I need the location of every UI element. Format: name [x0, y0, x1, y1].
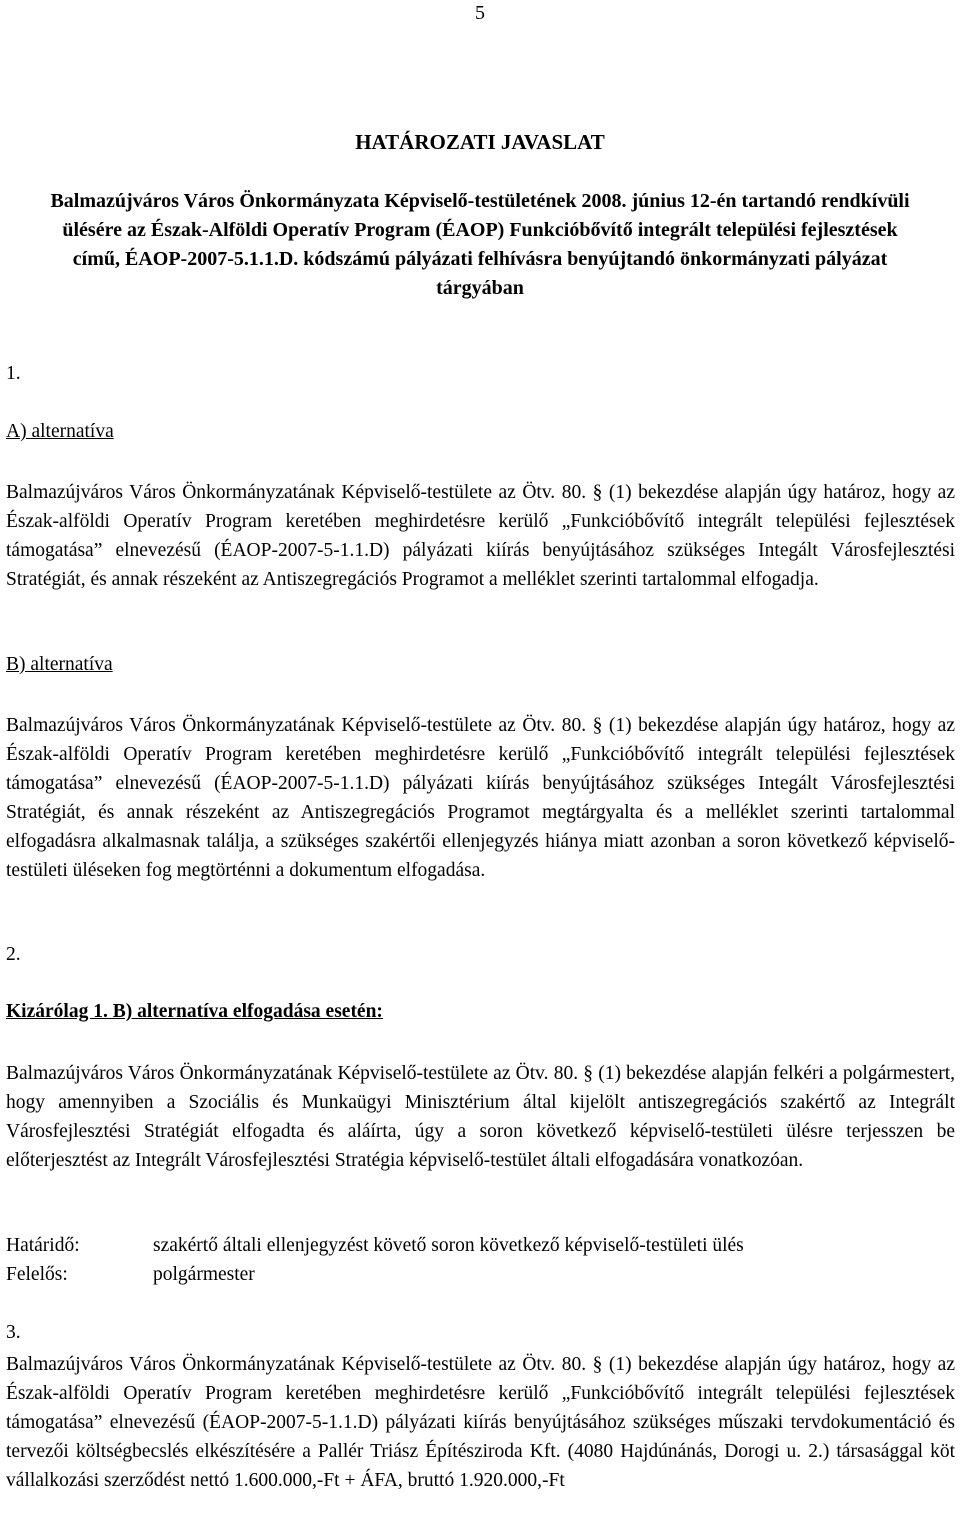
deadline-label: Határidő: — [6, 1235, 80, 1256]
section-1-number: 1. — [6, 363, 21, 384]
section-3-text: Balmazújváros Város Önkormányzatának Képviselő-testülete az Ötv. 80. § (1) bekezdése alapján úgy határoz, hogy az Észak-alföldi Operatív Program keretében meghirdetésre kerülő „Funkcióbővítő integrált települési fejlesztések támogatása” elnevezésű (ÉAOP-2007-5-1.1.D) pályázati kiírás benyújtásához szükséges műszaki tervdokumentáció és tervezői költségbecslés elkészítésére a Pallér Triász Építésziroda Kft. (4080 Hajdúnánás, Dorogi u. 2.) társasággal köt vállalkozási szerződést nettó 1.600.000,-Ft + ÁFA, bruttó 1.920.000,-Ft — [6, 1354, 955, 1491]
alt-a-heading: A) alternatíva — [6, 421, 114, 442]
page-number: 5 — [475, 2, 485, 24]
deadline-value: szakértő általi ellenjegyzést követő soron következő képviselő-testületi ülés — [153, 1235, 744, 1256]
document-title: HATÁROZATI JAVASLAT — [355, 130, 605, 154]
section-2-number: 2. — [6, 944, 21, 965]
alt-a-text: Balmazújváros Város Önkormányzatának Képviselő-testülete az Ötv. 80. § (1) bekezdése alapján úgy határoz, hogy az Észak-alföldi Operatív Program keretében meghirdetésre kerülő „Funkcióbővítő integrált települési fejlesztések támogatása” elnevezésű (ÉAOP-2007-5-1.1.D) pályázati kiírás benyújtásához szükséges Integált Városfejlesztési Stratégiát, és annak részeként az Antiszegregációs Programot a melléklet szerinti tartalommal elfogadja. — [6, 482, 955, 590]
responsible-value: polgármester — [153, 1264, 255, 1285]
section-3-number: 3. — [6, 1322, 21, 1343]
alt-b-text: Balmazújváros Város Önkormányzatának Képviselő-testülete az Ötv. 80. § (1) bekezdése alapján úgy határoz, hogy az Észak-alföldi Operatív Program keretében meghirdetésre kerülő „Funkcióbővítő integrált települési fejlesztések támogatása” elnevezésű (ÉAOP-2007-5-1.1.D) pályázati kiírás benyújtásához szükséges Integált Városfejlesztési Stratégiát, és annak részeként az Antiszegregációs Programot megtárgyalta és a melléklet szerinti tartalommal elfogadásra alkalmasnak találja, a szükséges szakértői ellenjegyzés hiánya miatt azonban a soron következő képviselő-testületi üléseken fog megtörténni a dokumentum elfogadása. — [6, 715, 955, 881]
alt-b-heading: B) alternatíva — [6, 654, 113, 675]
responsible-label: Felelős: — [6, 1264, 68, 1285]
document-subtitle: Balmazújváros Város Önkormányzata Képviselő-testületének 2008. június 12-én tartandó rendkívüli ülésére az Észak-Alföldi Operatív Program (ÉAOP) Funkcióbővítő integrált települési fejlesztések című, ÉAOP-2007-5.1.1.D. kódszámú pályázati felhívásra benyújtandó önkormányzati pályázat tárgyában — [50, 190, 910, 299]
section-2-heading: Kizárólag 1. B) alternatíva elfogadása esetén: — [6, 1001, 383, 1022]
section-2-text: Balmazújváros Város Önkormányzatának Képviselő-testülete az Ötv. 80. § (1) bekezdése alapján felkéri a polgármestert, hogy amennyiben a Szociális és Munkaügyi Minisztérium által kijelölt antiszegregációs szakértő az Integrált Városfejlesztési Stratégiát elfogadta és aláírta, úgy a soron következő képviselő-testületi ülésre terjesszen be előterjesztést az Integrált Városfejlesztési Stratégia képviselő-testület általi elfogadására vonatkozóan. — [6, 1063, 955, 1171]
